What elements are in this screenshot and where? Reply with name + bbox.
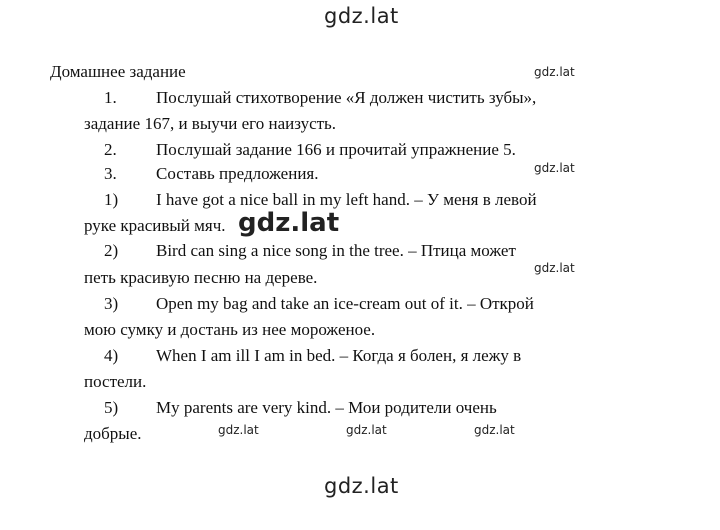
sentence-text-continued: постели. xyxy=(84,372,147,391)
watermark-bottom: gdz.lat xyxy=(324,474,399,498)
sentence-number: 5) xyxy=(104,398,119,417)
watermark-small: gdz.lat xyxy=(534,65,575,79)
watermark-small: gdz.lat xyxy=(474,423,515,437)
sentence-number: 2) xyxy=(104,241,119,260)
sentence-text: Open my bag and take an ice-cream out of it. – Открой xyxy=(156,294,534,313)
watermark-center: gdz.lat xyxy=(236,210,343,238)
sentence-text: My parents are very kind. – Мои родители очень xyxy=(156,398,497,417)
watermark-small: gdz.lat xyxy=(534,261,575,275)
sentence-text-continued: руке красивый мяч. xyxy=(84,216,226,235)
page-heading: Домашнее задание xyxy=(50,62,186,81)
watermark-top: gdz.lat xyxy=(324,4,399,28)
sentence-number: 3) xyxy=(104,294,119,313)
watermark-small: gdz.lat xyxy=(534,161,575,175)
task-number: 2. xyxy=(104,140,117,159)
task-number: 3. xyxy=(104,164,117,183)
sentence-text: I have got a nice ball in my left hand. – У меня в левой xyxy=(156,190,537,209)
watermark-small: gdz.lat xyxy=(218,423,259,437)
watermark-small: gdz.lat xyxy=(346,423,387,437)
sentence-text-continued: добрые. xyxy=(84,424,142,443)
sentence-text: When I am ill I am in bed. – Когда я болен, я лежу в xyxy=(156,346,522,365)
task-text: Составь предложения. xyxy=(156,164,319,183)
sentence-text-continued: мою сумку и достань из нее мороженое. xyxy=(84,320,376,339)
task-text: Послушай задание 166 и прочитай упражнение 5. xyxy=(156,140,516,159)
task-text-continued: задание 167, и выучи его наизусть. xyxy=(84,114,337,133)
sentence-number: 1) xyxy=(104,190,119,209)
sentence-number: 4) xyxy=(104,346,119,365)
task-number: 1. xyxy=(104,88,117,107)
task-text: Послушай стихотворение «Я должен чистить зубы», xyxy=(156,88,537,107)
sentence-text: Bird can sing a nice song in the tree. – Птица может xyxy=(156,241,516,260)
sentence-text-continued: петь красивую песню на дереве. xyxy=(84,268,318,287)
